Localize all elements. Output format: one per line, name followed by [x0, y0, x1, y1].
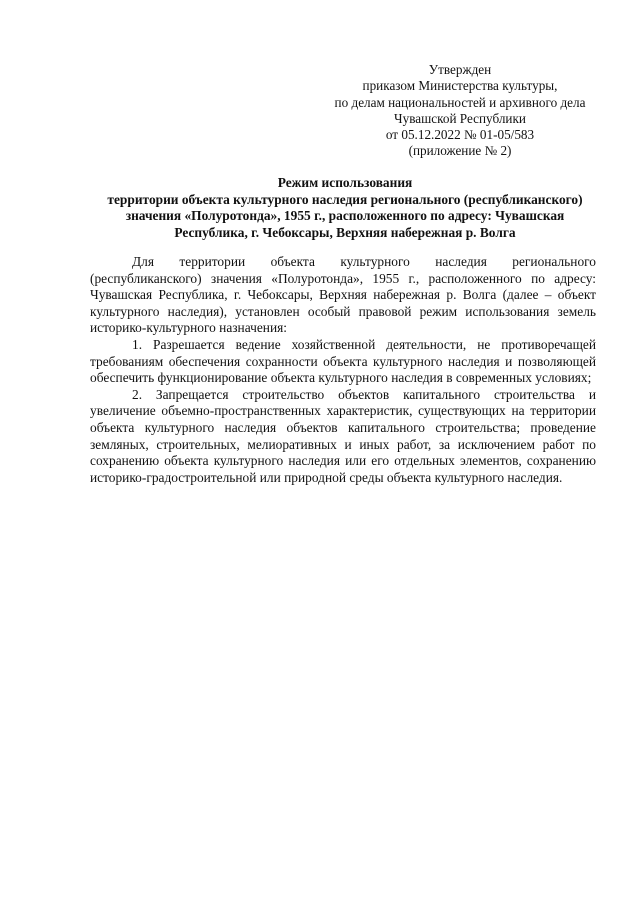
title-line: Режим использования: [277, 175, 413, 190]
title-line: значения «Полуротонда», 1955 г., расположенного по адресу: Чувашская: [125, 208, 565, 223]
approval-line: по делам национальностей и архивного дела: [334, 94, 586, 110]
item-paragraph-1: 1. Разрешается ведение хозяйственной деятельности, не противоречащей требованиям обеспечения сохранности объекта культурного наследия и позволяющей обеспечить функционирование объекта культурного наследия в современных условиях;: [90, 336, 596, 386]
intro-paragraph: Для территории объекта культурного наследия регионального (республиканского) значения «Полуротонда», 1955 г., расположенного по адресу: Чувашская Республика, г. Чебоксары, Верхняя набережная р. Волга (далее – объект культурного наследия), установлен особый правовой режим использования земель историко-культурного назначения:: [90, 254, 596, 336]
approval-line: Чувашской Республики: [394, 110, 526, 126]
document-body: [90, 254, 596, 486]
approval-line: (приложение № 2): [408, 143, 512, 159]
approval-line: Утвержден: [428, 62, 492, 77]
document-title: [80, 175, 610, 241]
approval-block: [310, 62, 610, 160]
title-line: Республика, г. Чебоксары, Верхняя набережная р. Волга: [174, 224, 516, 240]
item-paragraph-2: 2. Запрещается строительство объектов капитального строительства и увеличение объемно-пространственных характеристик, существующих на территории объекта культурного наследия объектов капитального строительства; проведение земляных, строительных, мелиоративных и иных работ, за исключением работ по сохранению объекта культурного наследия или его отдельных элементов, сохранению историко-градостроительной или природной среды объекта культурного наследия.: [90, 386, 596, 485]
approval-line: приказом Министерства культуры,: [362, 78, 558, 94]
approval-line: от 05.12.2022 № 01-05/583: [385, 127, 535, 143]
title-line: территории объекта культурного наследия регионального (республиканского): [107, 191, 583, 207]
